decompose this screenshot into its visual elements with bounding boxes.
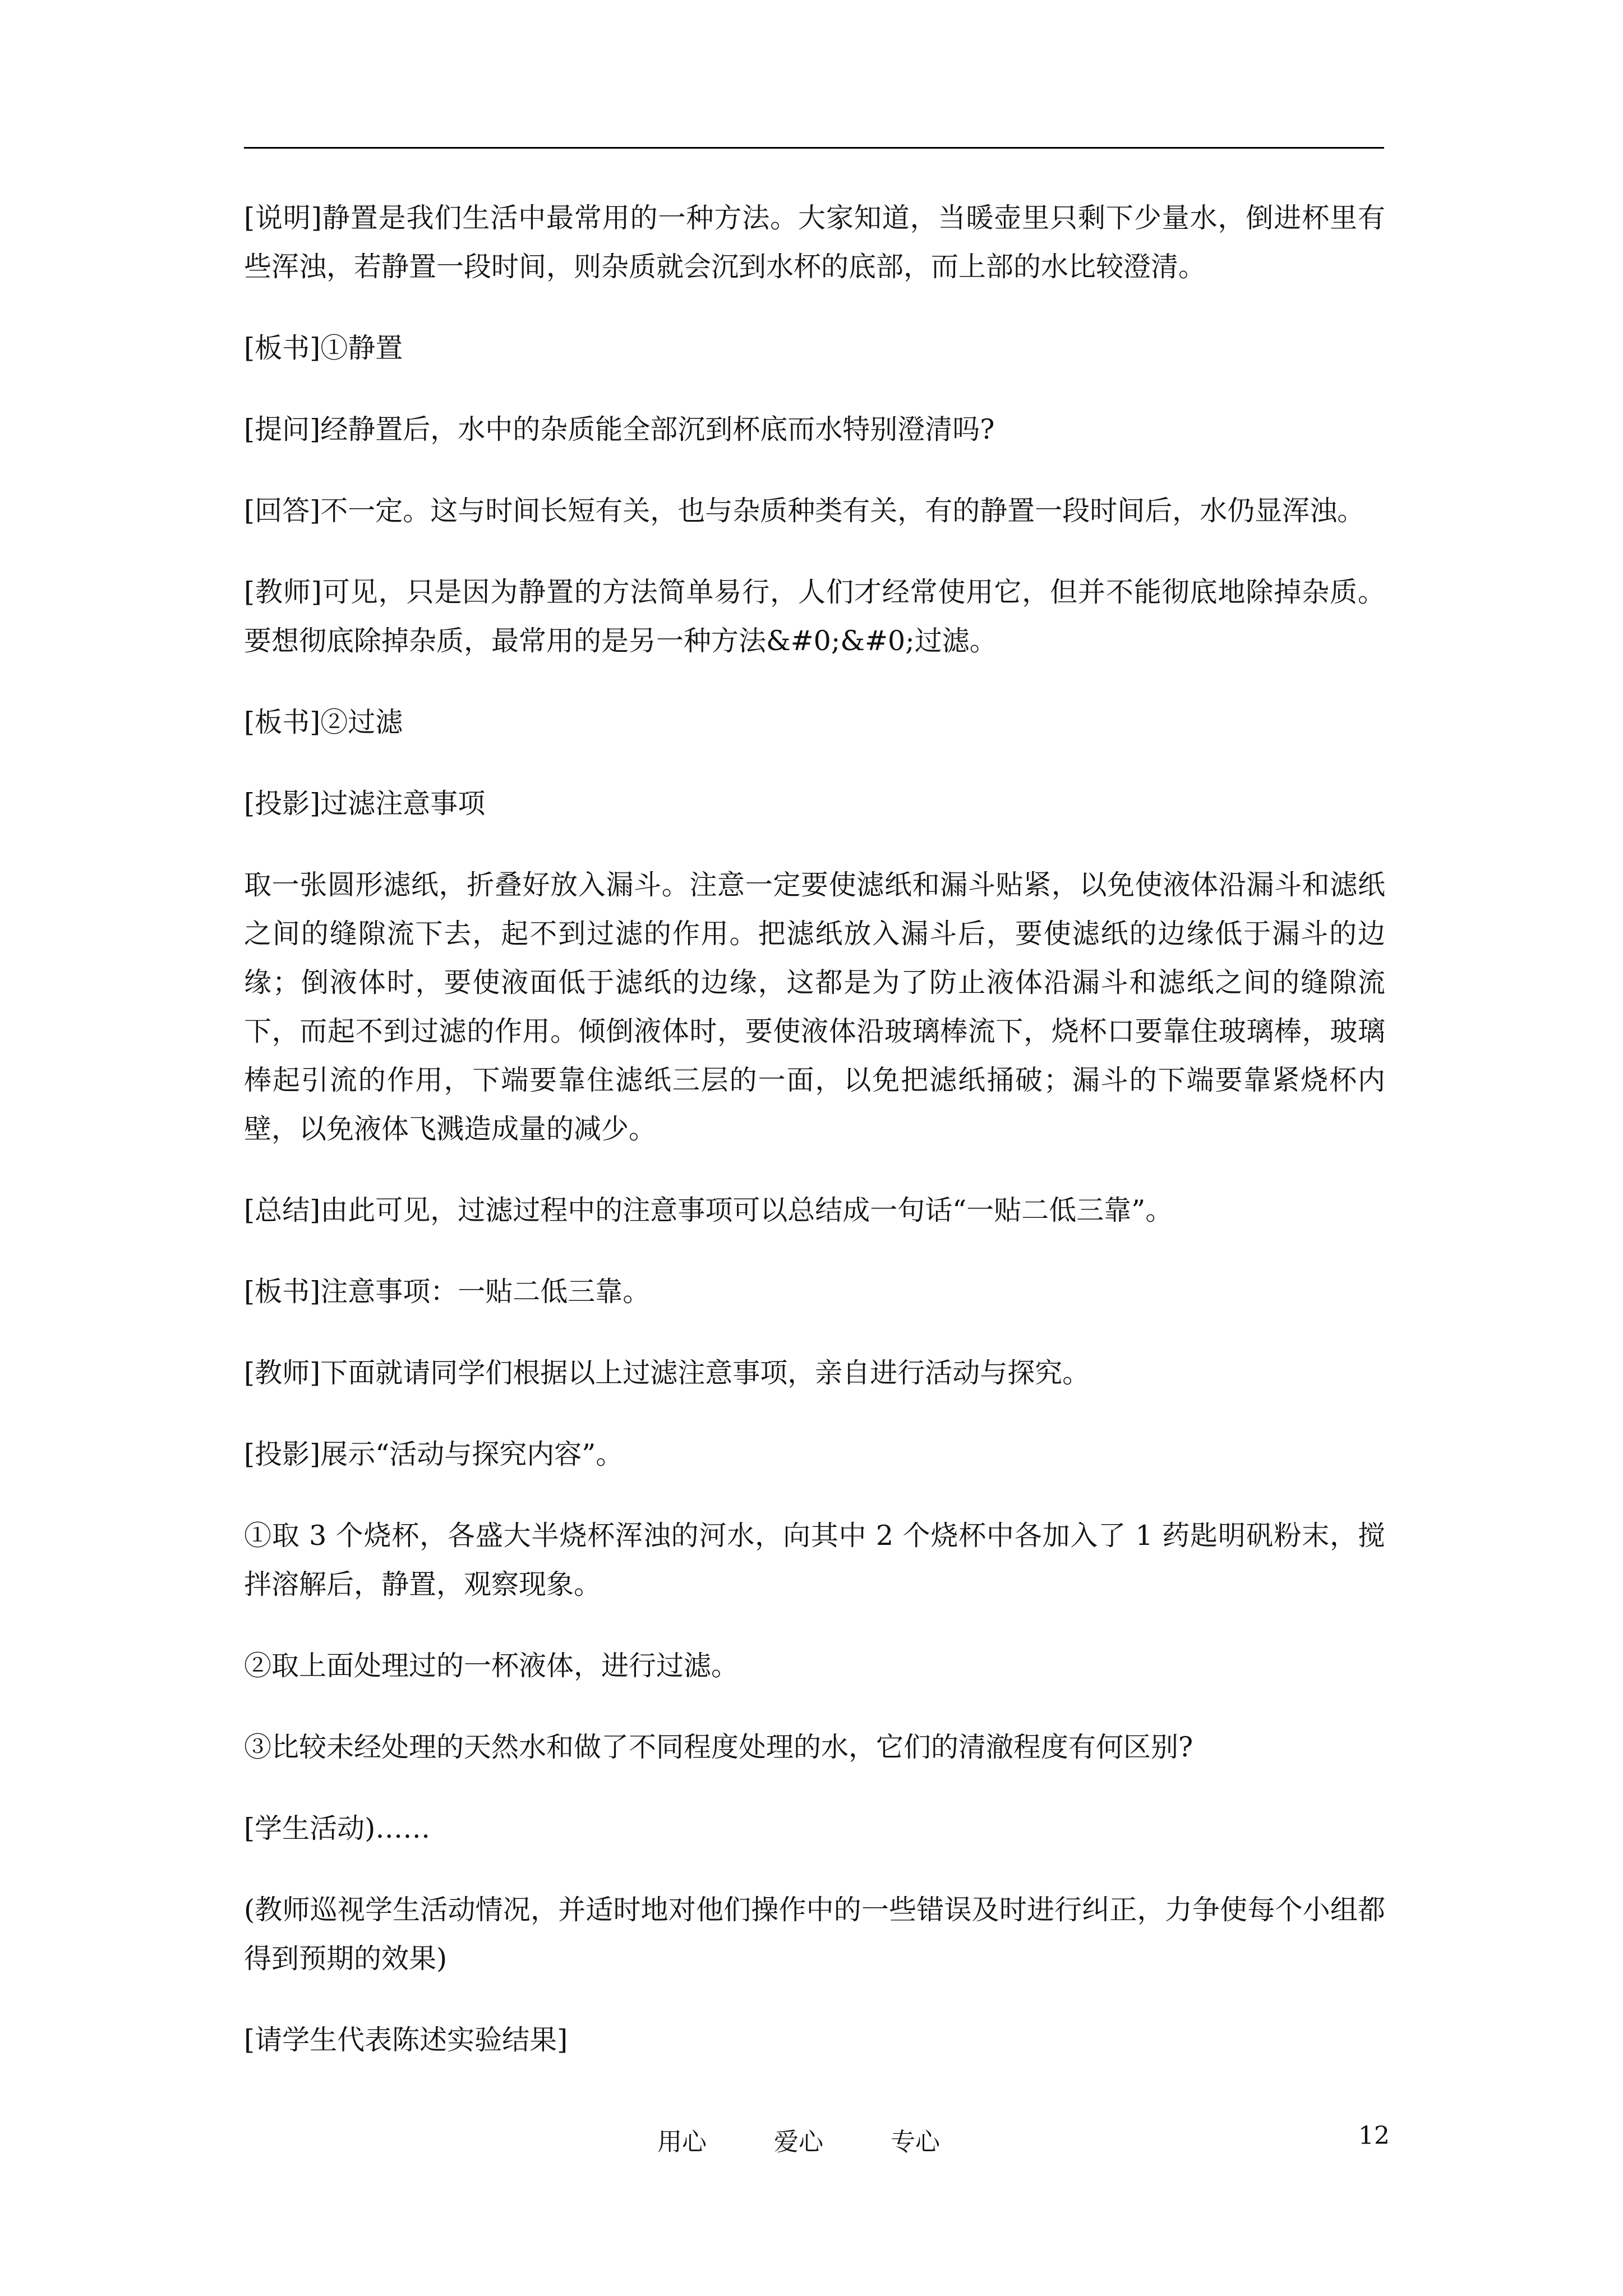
paragraph: [回答]不一定。这与时间长短有关，也与杂质种类有关，有的静置一段时间后，水仍显浑浊。 bbox=[244, 495, 1365, 527]
footer-motto-item: 用心 bbox=[657, 2128, 707, 2156]
footer-motto-item: 专心 bbox=[891, 2128, 940, 2156]
paragraph: ③比较未经处理的天然水和做了不同程度处理的水，它们的清澈程度有何区别? bbox=[244, 1731, 1193, 1763]
paragraph: [提问]经静置后，水中的杂质能全部沉到杯底而水特别澄清吗? bbox=[244, 413, 995, 445]
paragraph: [教师]下面就请同学们根据以上过滤注意事项，亲自进行活动与探究。 bbox=[244, 1357, 1090, 1389]
footer-motto bbox=[657, 2122, 999, 2157]
footer-motto-item: 爱心 bbox=[774, 2128, 823, 2156]
paragraph: [板书]注意事项：一贴二低三靠。 bbox=[244, 1276, 651, 1308]
paragraph: 取一张圆形滤纸，折叠好放入漏斗。注意一定要使滤纸和漏斗贴紧，以免使液体沿漏斗和滤纸之间的缝隙流下去，起不到过滤的作用。把滤纸放入漏斗后，要使滤纸的边缘低于漏斗的边缘；倒液体时，要使液面低于滤纸的边缘，这都是为了防止液体沿漏斗和滤纸之间的缝隙流下，而起不到过滤的作用。倾倒液体时，要使液体沿玻璃棒流下，烧杯口要靠住玻璃棒，玻璃棒起引流的作用，下端要靠住滤纸三层的一面，以免把滤纸捅破；漏斗的下端要靠紧烧杯内壁，以免液体飞溅造成量的减少。 bbox=[244, 869, 1385, 1145]
paragraph: [学生活动)…… bbox=[244, 1812, 431, 1844]
document-body bbox=[244, 194, 1385, 2097]
paragraph: [说明]静置是我们生活中最常用的一种方法。大家知道，当暖壶里只剩下少量水，倒进杯里有些浑浊，若静置一段时间，则杂质就会沉到水杯的底部，而上部的水比较澄清。 bbox=[244, 202, 1385, 283]
page-footer bbox=[0, 2122, 1623, 2155]
paragraph: [板书]①静置 bbox=[244, 332, 403, 364]
paragraph: ②取上面处理过的一杯液体，进行过滤。 bbox=[244, 1650, 739, 1682]
paragraph: [投影]展示“活动与探究内容”。 bbox=[244, 1438, 624, 1470]
paragraph: (教师巡视学生活动情况，并适时地对他们操作中的一些错误及时进行纠正，力争使每个小组都得到预期的效果) bbox=[244, 1894, 1385, 1975]
paragraph: [请学生代表陈述实验结果] bbox=[244, 2024, 568, 2056]
page-number: 12 bbox=[1358, 2122, 1390, 2150]
paragraph: [板书]②过滤 bbox=[244, 706, 403, 738]
paragraph: [总结]由此可见，过滤过程中的注意事项可以总结成一句话“一贴二低三靠”。 bbox=[244, 1194, 1173, 1226]
header-rule bbox=[244, 147, 1384, 149]
paragraph: [投影]过滤注意事项 bbox=[244, 788, 486, 820]
paragraph: ①取 3 个烧杯，各盛大半烧杯浑浊的河水，向其中 2 个烧杯中各加入了 1 药匙明矾粉末，搅拌溶解后，静置，观察现象。 bbox=[244, 1520, 1385, 1600]
paragraph: [教师]可见，只是因为静置的方法简单易行，人们才经常使用它，但并不能彻底地除掉杂质。要想彻底除掉杂质，最常用的是另一种方法&#0;&#0;过滤。 bbox=[244, 576, 1385, 657]
